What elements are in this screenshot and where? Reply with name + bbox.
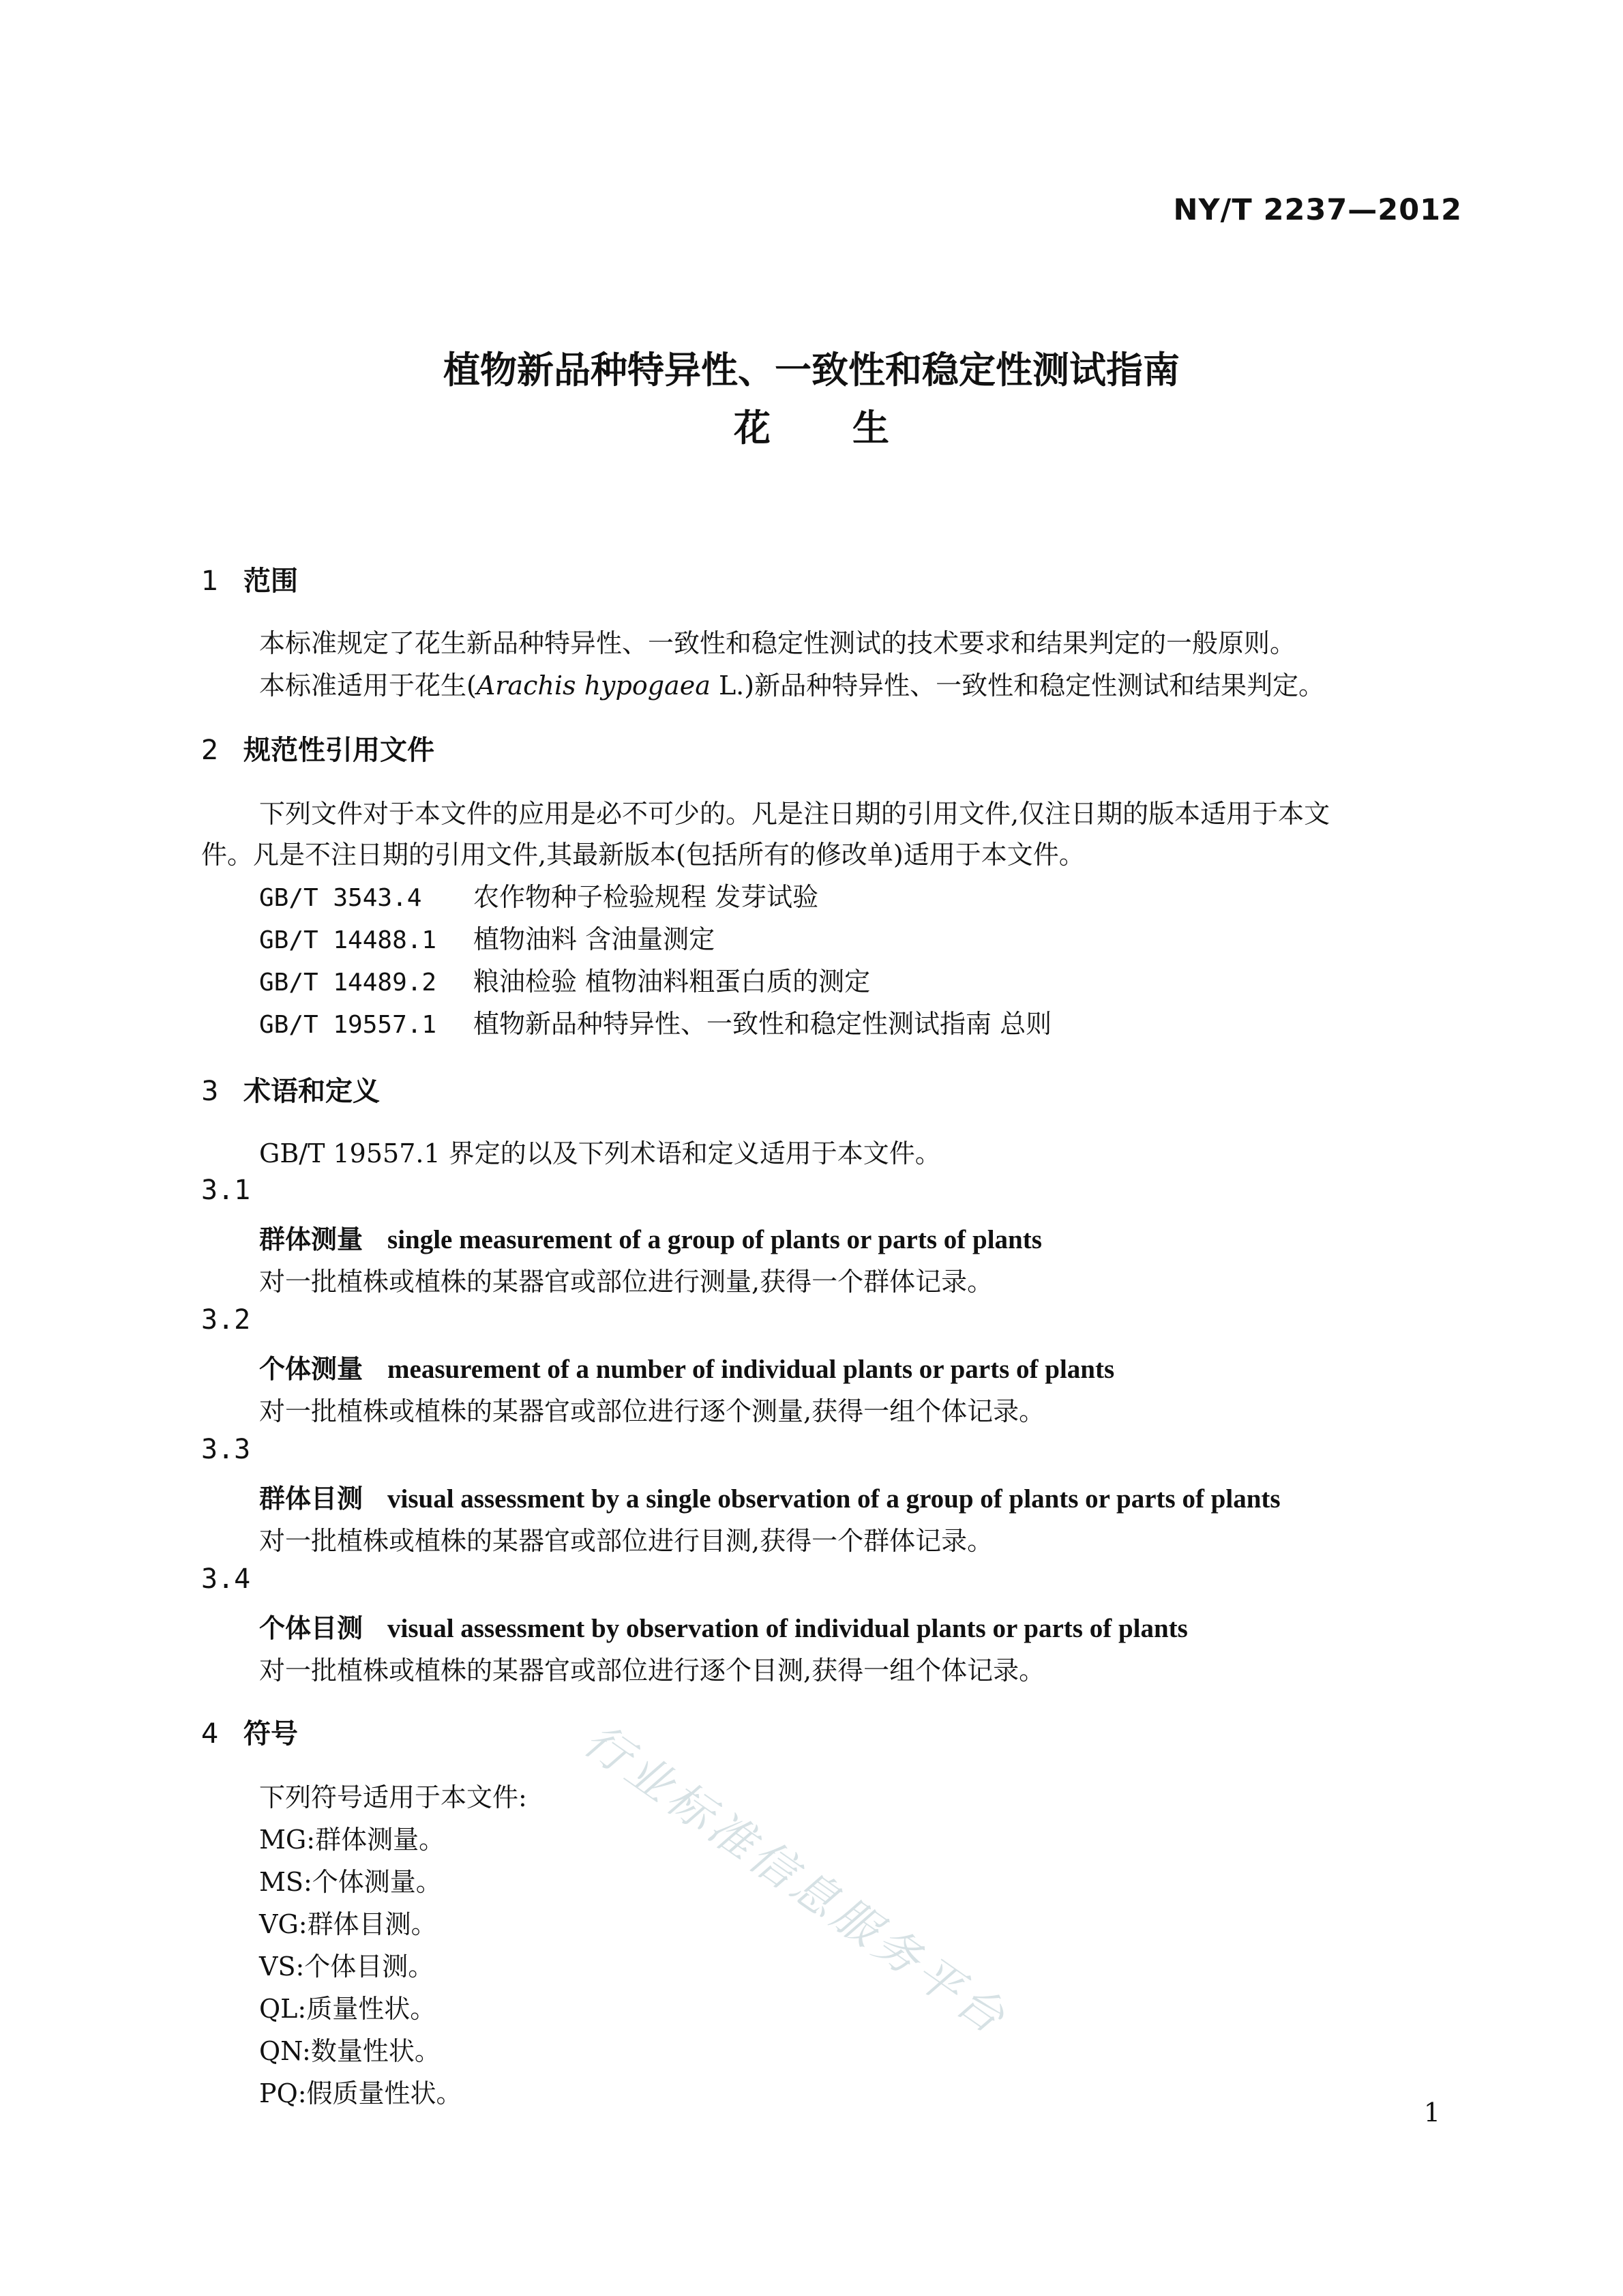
term-english: visual assessment by a single observation of a group of plants or parts of plants [387,1484,1281,1514]
symbol-item: QL:质量性状。 [259,1994,436,2024]
section-number: 4 [201,1718,219,1750]
section-2-paragraph-line-1: 下列文件对于本文件的应用是必不可少的。凡是注日期的引用文件,仅注日期的版本适用于本文 [259,799,1330,829]
term-chinese: 群体目测 [259,1484,363,1514]
symbol-item: VG:群体目测。 [259,1909,437,1939]
reference-title: 农作物种子检验规程 发芽试验 [473,882,819,912]
term-heading [259,1348,1114,1385]
section-3-paragraph: GB/T 19557.1 界定的以及下列术语和定义适用于本文件。 [259,1138,941,1168]
section-4-paragraph: 下列符号适用于本文件: [259,1782,527,1812]
watermark: 行业标准信息服务平台 [574,1713,1018,2046]
reference-title: 粮油检验 植物油料粗蛋白质的测定 [473,967,871,997]
term-definition: 对一批植株或植株的某器官或部位进行目测,获得一个群体记录。 [259,1526,994,1556]
reference-item [259,960,870,998]
document-title: 植物新品种特异性、一致性和稳定性测试指南 [443,349,1180,392]
section-number: 2 [201,735,219,766]
term-english: single measurement of a group of plants or parts of plants [387,1225,1042,1254]
term-chinese: 群体测量 [259,1224,363,1254]
term-chinese: 个体测量 [259,1354,363,1384]
section-title: 符号 [243,1718,298,1750]
reference-title: 植物新品种特异性、一致性和稳定性测试指南 总则 [473,1009,1052,1039]
symbol-item: QN:数量性状。 [259,2036,441,2066]
section-3-heading [201,1070,380,1108]
reference-item [259,918,715,956]
term-number: 3.2 [201,1304,251,1336]
section-title: 范围 [243,565,298,597]
page-number: 1 [1423,2098,1440,2128]
species-name: Arachis hypogaea [476,671,711,701]
section-1-paragraph-2 [259,664,1324,702]
section-1-heading [201,559,298,598]
section-1-paragraph-1: 本标准规定了花生新品种特异性、一致性和稳定性测试的技术要求和结果判定的一般原则。 [259,628,1296,658]
term-chinese: 个体目测 [259,1613,363,1643]
section-title: 规范性引用文件 [243,735,434,766]
reference-title: 植物油料 含油量测定 [473,924,715,954]
section-4-heading [201,1712,298,1751]
text: L.)新品种特异性、一致性和稳定性测试和结果判定。 [710,671,1325,701]
term-heading [259,1477,1281,1515]
term-english: measurement of a number of individual plants or parts of plants [387,1355,1115,1384]
symbol-item: PQ:假质量性状。 [259,2078,462,2108]
term-definition: 对一批植株或植株的某器官或部位进行逐个测量,获得一组个体记录。 [259,1396,1045,1426]
section-2-heading [201,728,434,767]
section-number: 1 [201,565,219,597]
symbol-item: MG:群体测量。 [259,1825,445,1855]
term-number: 3.3 [201,1434,251,1465]
term-number: 3.4 [201,1563,251,1595]
document-subtitle: 花生 [734,407,971,450]
symbol-item: VS:个体目测。 [259,1952,434,1982]
text: 本标准适用于花生( [259,671,477,701]
term-definition: 对一批植株或植株的某器官或部位进行测量,获得一个群体记录。 [259,1267,994,1297]
section-2-paragraph-line-2: 件。凡是不注日期的引用文件,其最新版本(包括所有的修改单)适用于本文件。 [201,840,1085,870]
reference-code: GB/T 3543.4 [259,884,422,912]
reference-code: GB/T 14488.1 [259,926,437,954]
term-heading [259,1218,1042,1256]
reference-item [259,1003,1052,1040]
term-heading [259,1607,1188,1645]
section-number: 3 [201,1076,219,1107]
term-definition: 对一批植株或植株的某器官或部位进行逐个目测,获得一组个体记录。 [259,1655,1045,1686]
term-number: 3.1 [201,1175,251,1206]
reference-code: GB/T 19557.1 [259,1011,437,1039]
section-title: 术语和定义 [243,1076,380,1107]
reference-code: GB/T 14489.2 [259,969,437,997]
symbol-item: MS:个体测量。 [259,1867,442,1897]
document-code: NY/T 2237—2012 [1173,193,1462,227]
reference-item [259,876,818,913]
term-english: visual assessment by observation of individual plants or parts of plants [387,1614,1188,1643]
